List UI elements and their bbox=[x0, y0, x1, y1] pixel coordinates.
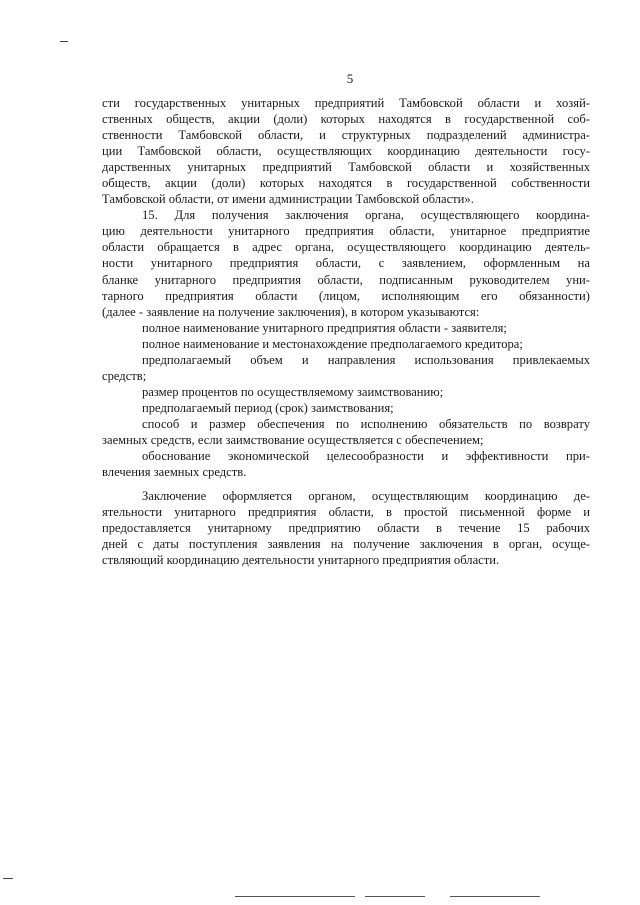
list-item: размер процентов по осуществляемому заимствованию; bbox=[142, 384, 444, 399]
scan-footer-line bbox=[365, 896, 425, 897]
text-line: дарственных унитарных предприятий Тамбовской области и хозяйственных bbox=[102, 160, 590, 175]
text-line: ности унитарного предприятия области, с заявлением, оформленным на bbox=[102, 256, 590, 271]
text-line: Заключение оформляется органом, осуществляющим координацию де- bbox=[142, 489, 590, 504]
text-line: бланке унитарного предприятия области, подписанным руководителем уни- bbox=[102, 272, 590, 287]
list-item-continuation: средств; bbox=[102, 368, 147, 383]
scan-footer-line bbox=[450, 896, 540, 897]
list-item: полное наименование и местонахождение предполагаемого кредитора; bbox=[142, 336, 523, 351]
text-line: Тамбовской области, от имени администрации Тамбовской области». bbox=[102, 192, 474, 207]
scan-footer-line bbox=[235, 896, 355, 897]
page-number: 5 bbox=[346, 71, 354, 86]
list-item: предполагаемый объем и направления использования привлекаемых bbox=[142, 352, 590, 367]
scan-mark-left bbox=[3, 878, 13, 879]
document-body bbox=[102, 95, 590, 568]
list-item: предполагаемый период (срок) заимствования; bbox=[142, 400, 394, 415]
text-line: 15. Для получения заключения органа, осуществляющего координа- bbox=[142, 208, 590, 223]
paragraph-gap bbox=[102, 480, 590, 488]
text-line: ствляющий координацию деятельности унитарного предприятия области. bbox=[102, 553, 500, 568]
list-item: способ и размер обеспечения по исполнению обязательств по возврату bbox=[142, 416, 590, 431]
list-item-continuation: заемных средств, если заимствование осуществляется с обеспечением; bbox=[102, 432, 484, 447]
text-line: ятельности унитарного предприятия области, в простой письменной форме и bbox=[102, 505, 590, 520]
list-item: полное наименование унитарного предприятия области - заявителя; bbox=[142, 320, 507, 335]
scan-mark-top bbox=[60, 41, 68, 42]
list-item-continuation: влечения заемных средств. bbox=[102, 465, 247, 480]
text-line: сти государственных унитарных предприятий Тамбовской области и хозяй- bbox=[102, 96, 590, 110]
text-line: ственности Тамбовской области, и структурных подразделений администра- bbox=[102, 128, 590, 143]
text-line: обществ, акции (доли) которых находятся в государственной собственности bbox=[102, 176, 590, 191]
text-line: предоставляется унитарному предприятию области в течение 15 рабочих bbox=[102, 521, 590, 536]
text-line: ции Тамбовской области, осуществляющих координацию деятельности госу- bbox=[102, 144, 590, 159]
text-line: цию деятельности унитарного предприятия области, унитарное предприятие bbox=[102, 224, 590, 239]
text-line: области обращается в адрес органа, осуществляющего координацию деятель- bbox=[102, 240, 590, 255]
text-line: (далее - заявление на получение заключения), в котором указываются: bbox=[102, 304, 480, 319]
text-line: дней с даты поступления заявления на получение заключения в орган, осуще- bbox=[102, 537, 590, 552]
text-line: тарного предприятия области (лицом, исполняющим его обязанности) bbox=[102, 288, 590, 303]
text-line: ственных обществ, акции (доли) которых находятся в государственной соб- bbox=[102, 112, 590, 127]
list-item: обоснование экономической целесообразности и эффективности при- bbox=[142, 449, 590, 464]
